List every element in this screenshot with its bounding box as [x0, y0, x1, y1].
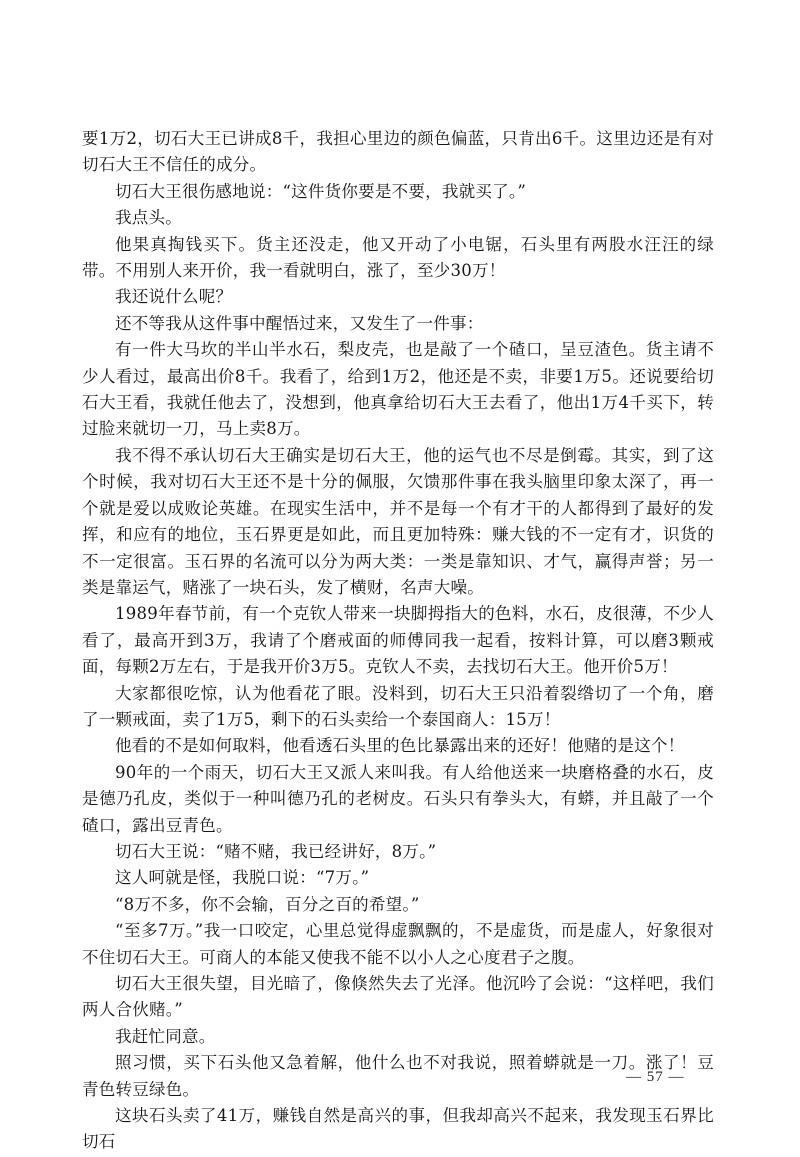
paragraph: 照习惯，买下石头他又急着解，他什么也不对我说，照着蟒就是一刀。涨了！豆青色转豆绿色。: [82, 1053, 714, 1099]
paragraph: 我还说什么呢？: [115, 287, 233, 307]
body-text: [82, 126, 714, 1156]
paragraph: 他果真掏钱买下。货主还没走，他又开动了小电锯，石头里有两股水汪汪的绿带。不用别人来开价，我一看就明白，涨了，至少30万！: [82, 234, 714, 281]
paragraph: 切石大王很失望，目光暗了，像倏然失去了光泽。他沉吟了会说：“这样吧，我们两人合伙赌。”: [82, 974, 714, 1020]
paragraph: 还不等我从这件事中醒悟过来，又发生了一件事：: [115, 313, 484, 333]
paragraph: 切石大王说：“赌不赌，我已经讲好，8万。”: [115, 841, 437, 861]
paragraph: “8万不多，你不会输，百分之百的希望。”: [115, 894, 420, 914]
paragraph: 有一件大马坎的半山半水石，梨皮壳，也是敲了一个碴口，呈豆渣色。货主请不少人看过，最高出价8千。我看了，给到1万2，他还是不卖，非要1万5。还说要给切石大王看，我就任他去了，没想到，他真拿给切石大王去看了，他出1万4千买下，转过脸来就切一刀，马上卖8万。: [82, 340, 714, 439]
paragraph: 我不得不承认切石大王确实是切石大王，他的运气也不尽是倒霉。其实，到了这个时候，我对切石大王还不是十分的佩服，欠馈那件事在我头脑里印象太深了，再一个就是爱以成败论英雄。在现实生活中，并不是每一个有才干的人都得到了最好的发挥，和应有的地位，玉石界更是如此，而且更加特殊：赚大钱的不一定有才，识货的不一定很富。玉石界的名流可以分为两大类：一类是靠知识、才气，赢得声誉；另一类是靠运气，赌涨了一块石头，发了横财，名声大噪。: [82, 445, 714, 597]
paragraph: 他看的不是如何取料，他看透石头里的色比暴露出来的还好！他赌的是这个！: [115, 736, 685, 756]
paragraph: 1989年春节前，有一个克钦人带来一块脚拇指大的色料，水石，皮很薄，不少人看了，最高开到3万，我请了个磨戒面的师傅同我一起看，按料计算，可以磨3颗戒面，每颗2万左右，于是我开价3万5。克钦人不卖，去找切石大王。他开价5万！: [82, 604, 714, 677]
paragraph: 要1万2，切石大王已讲成8千，我担心里边的颜色偏蓝，只肯出6千。这里边还是有对切石大王不信任的成分。: [82, 129, 714, 175]
paragraph: 大家都很吃惊，认为他看花了眼。没料到，切石大王只沿着裂绺切了一个角，磨了一颗戒面，卖了1万5，剩下的石头卖给一个泰国商人：15万！: [82, 683, 714, 729]
paragraph: 90年的一个雨天，切石大王又派人来叫我。有人给他送来一块磨格叠的水石，皮是德乃孔皮，类似于一种叫德乃孔的老树皮。石头只有拳头大，有蟒，并且敲了一个碴口，露出豆青色。: [82, 762, 714, 835]
paragraph: 我点头。: [115, 208, 182, 228]
paragraph: 我赶忙同意。: [115, 1026, 216, 1046]
paragraph: 这块石头卖了41万，赚钱自然是高兴的事，但我却高兴不起来，我发现玉石界比切石: [82, 1106, 714, 1152]
paragraph: “至多7万。”我一口咬定，心里总觉得虚飘飘的，不是虚货，而是虚人，好象很对不住切石大王。可商人的本能又使我不能不以小人之心度君子之腹。: [82, 921, 714, 967]
paragraph: 切石大王很伤感地说：“这件货你要是不要，我就买了。”: [115, 181, 527, 201]
page-number: — 57 —: [626, 1069, 685, 1085]
paragraph: 这人呵就是怪，我脱口说：“7万。”: [115, 868, 370, 888]
